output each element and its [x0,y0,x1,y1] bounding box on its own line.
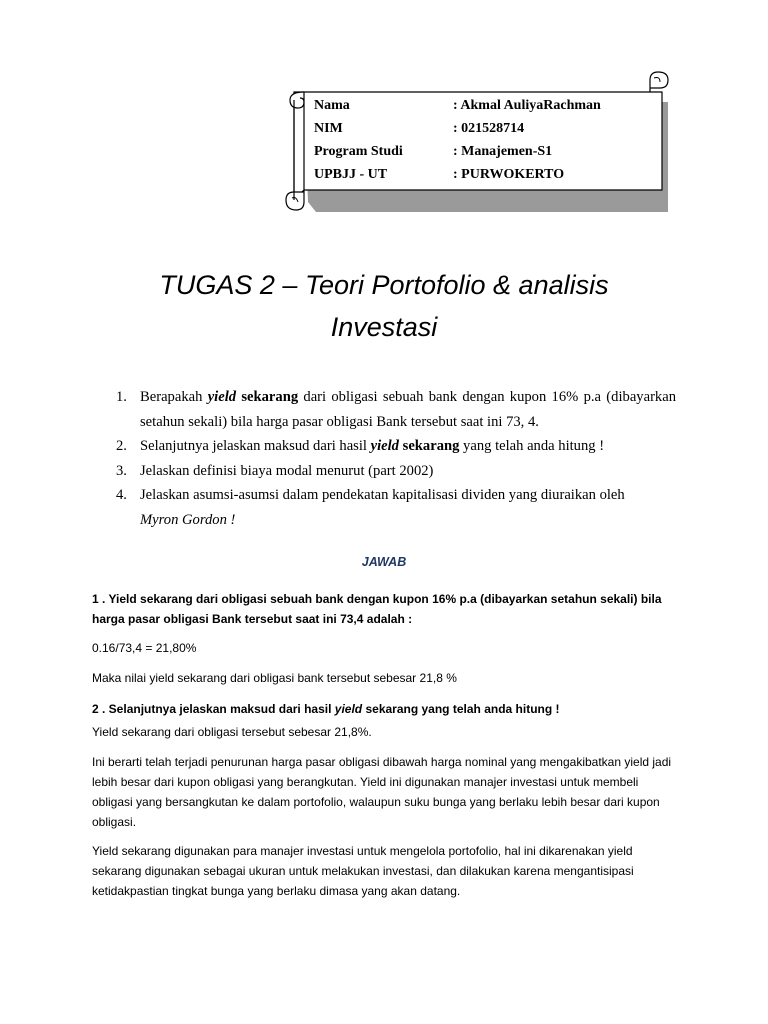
info-row-upbjj [314,163,601,186]
answer-1-heading: 1 . Yield sekarang dari obligasi sebuah bank dengan kupon 16% p.a (dibayarkan setahun sekali) bila harga pasar obligasi Bank tersebut saat ini 73,4 adalah : [92,592,662,626]
question-text: Berapakah [140,389,208,405]
info-row-program [314,140,601,163]
question-item [116,385,676,434]
question-emphasis: Myron Gordon ! [140,511,236,528]
question-number: 2. [116,438,127,454]
question-emphasis: sekarang [402,438,460,454]
question-number: 4. [116,487,127,503]
info-value: : Akmal AuliyaRachman [453,98,601,113]
answer-2-heading-text: 2 . Selanjutnya jelaskan maksud dari hasil [92,702,335,716]
answer-2-heading [92,699,682,719]
question-emphasis: yield [370,438,399,454]
info-row-nim [314,117,601,140]
question-text: yang telah anda hitung ! [459,438,605,454]
question-number: 3. [116,462,127,479]
answer-2-paragraph-2: Yield sekarang digunakan para manajer investasi untuk mengelola portofolio, hal ini dikarenakan yield sekarang digunakan sebagai ukuran untuk melakukan investasi, dan dilakukan karena mengantisipasi ketidakpastian tingkat bunga yang berlaku dimasa yang akan datang. [92,844,634,898]
question-text: Selanjutnya jelaskan maksud dari hasil [140,438,371,454]
answer-2-heading-text: sekarang yang telah anda hitung ! [362,702,560,716]
answer-heading: JAWAB [361,555,407,569]
answer-2-paragraph-1: Ini berarti telah terjadi penurunan harga pasar obligasi dibawah harga nominal yang mengakibatkan yield jadi lebih besar dari kupon obligasi yang berangkutan. Yield ini digunakan manajer investasi untuk membeli obligasi yang bersangkutan ke dalam portofolio, walaupun suku bunga yang berlaku lebih besar dari kupon obligasi. [92,755,672,829]
title-line-2: Investasi [330,312,438,342]
question-item [116,483,676,532]
question-number: 1. [116,389,127,405]
question-list [116,385,676,532]
document-title [90,264,678,348]
question-emphasis: sekarang [241,389,299,405]
answer-1-conclusion: Maka nilai yield sekarang dari obligasi bank tersebut sebesar 21,8 % [92,671,457,685]
question-emphasis: yield [207,389,237,405]
info-label: UPBJJ - UT [314,167,388,182]
question-item [116,434,676,459]
info-row-name [314,94,601,117]
info-value: : 021528714 [453,121,525,136]
question-text: dari obligasi sebuah bank dengan kupon 16% p.a (dibayarkan setahun sekali) bila harga pasar obligasi Bank tersebut saat ini 73, 4. [140,389,676,430]
info-value: : Manajemen-S1 [453,144,553,159]
question-text: Jelaskan asumsi-asumsi dalam pendekatan kapitalisasi dividen yang diuraikan oleh [140,487,625,503]
info-label: Program Studi [314,144,403,159]
question-item [116,459,676,484]
answer-2-line: Yield sekarang dari obligasi tersebut sebesar 21,8%. [92,725,372,739]
question-text: Jelaskan definisi biaya modal menurut (part 2002) [140,462,434,479]
info-label: Nama [314,98,350,113]
answer-2-heading-emphasis: yield [334,702,363,716]
info-label: NIM [314,121,343,136]
info-value: : PURWOKERTO [453,167,565,182]
answer-1-calculation: 0.16/73,4 = 21,80% [92,641,197,655]
identity-info [314,94,601,186]
title-line-1: TUGAS 2 – Teori Portofolio & analisis [159,270,609,300]
